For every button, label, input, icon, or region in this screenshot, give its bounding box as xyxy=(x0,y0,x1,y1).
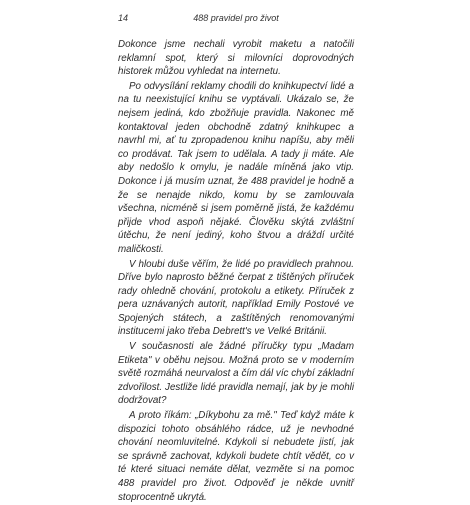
paragraph-4: V současnosti ale žádné příručky typu „Madam Etiketa" v oběhu nejsou. Možná proto se v moderním světě rozmáhá neurvalost a čím dál víc chybí základní zdvořilost. Jestliže lidé pravidla nemají, jak by je mohli dodržovat? xyxy=(118,341,354,407)
running-title: 488 pravidel pro život xyxy=(193,13,279,23)
paragraph-2: Po odvysílání reklamy chodili do knihkupectví lidé a na tu neexistující knihu se vyptávali. Ukázalo se, že nejsem jediná, kdo zbožňuje pravidla. Nakonec mě kontaktoval jeden obchodně zdatný knihkupec a navrhl mi, ať tu zpropadenou knihu napíšu, aby měli co prodávat. Tak jsem to udělala. A tady ji máte. Ale aby nedošlo k omylu, je nadále míněná jako vtip. Dokonce i já musím uznat, že 488 pravidel je hodně a že se nenajde nikdo, komu by se zamlouvala všechna, nicméně si jsem poměrně jistá, že každému přijde vhod aspoň nějaké. Člověku skýtá zvláštní útěchu, že není jediný, koho štvou a dráždí určité maličkosti. xyxy=(118,80,354,255)
page-number: 14 xyxy=(118,13,129,23)
paragraph-5: A proto říkám: „Díkybohu za mě." Teď když máte k dispozici tohoto obsáhlého rádce, už je nevhodné chování neomluvitelné. Kdykoli si nebudete jistí, jak se správně zachovat, kdykoli budete chtít vědět, co v té které situaci nemáte dělat, vezměte si na pomoc 488 pravidel pro život. Odpověď je někde uvnitř stoprocentně ukrytá. xyxy=(118,410,354,503)
paragraph-3: V hloubi duše věřím, že lidé po pravidlech prahnou. Dříve bylo naprosto běžné čerpat z tištěných příruček rady ohledně chování, protokolu a etikety. Příruček z pera uznávaných autorit, například Emily Postové ve Spojených státech, a zaštítěných renomovanými institucemi jako třeba Debrett's ve Velké Británii. xyxy=(118,258,354,338)
body-text xyxy=(118,38,354,505)
paragraph-1: Dokonce jsme nechali vyrobit maketu a natočili reklamní spot, který si milovníci doprovodných historek můžou vyhledat na internetu. xyxy=(118,39,354,78)
page-header xyxy=(118,13,354,25)
